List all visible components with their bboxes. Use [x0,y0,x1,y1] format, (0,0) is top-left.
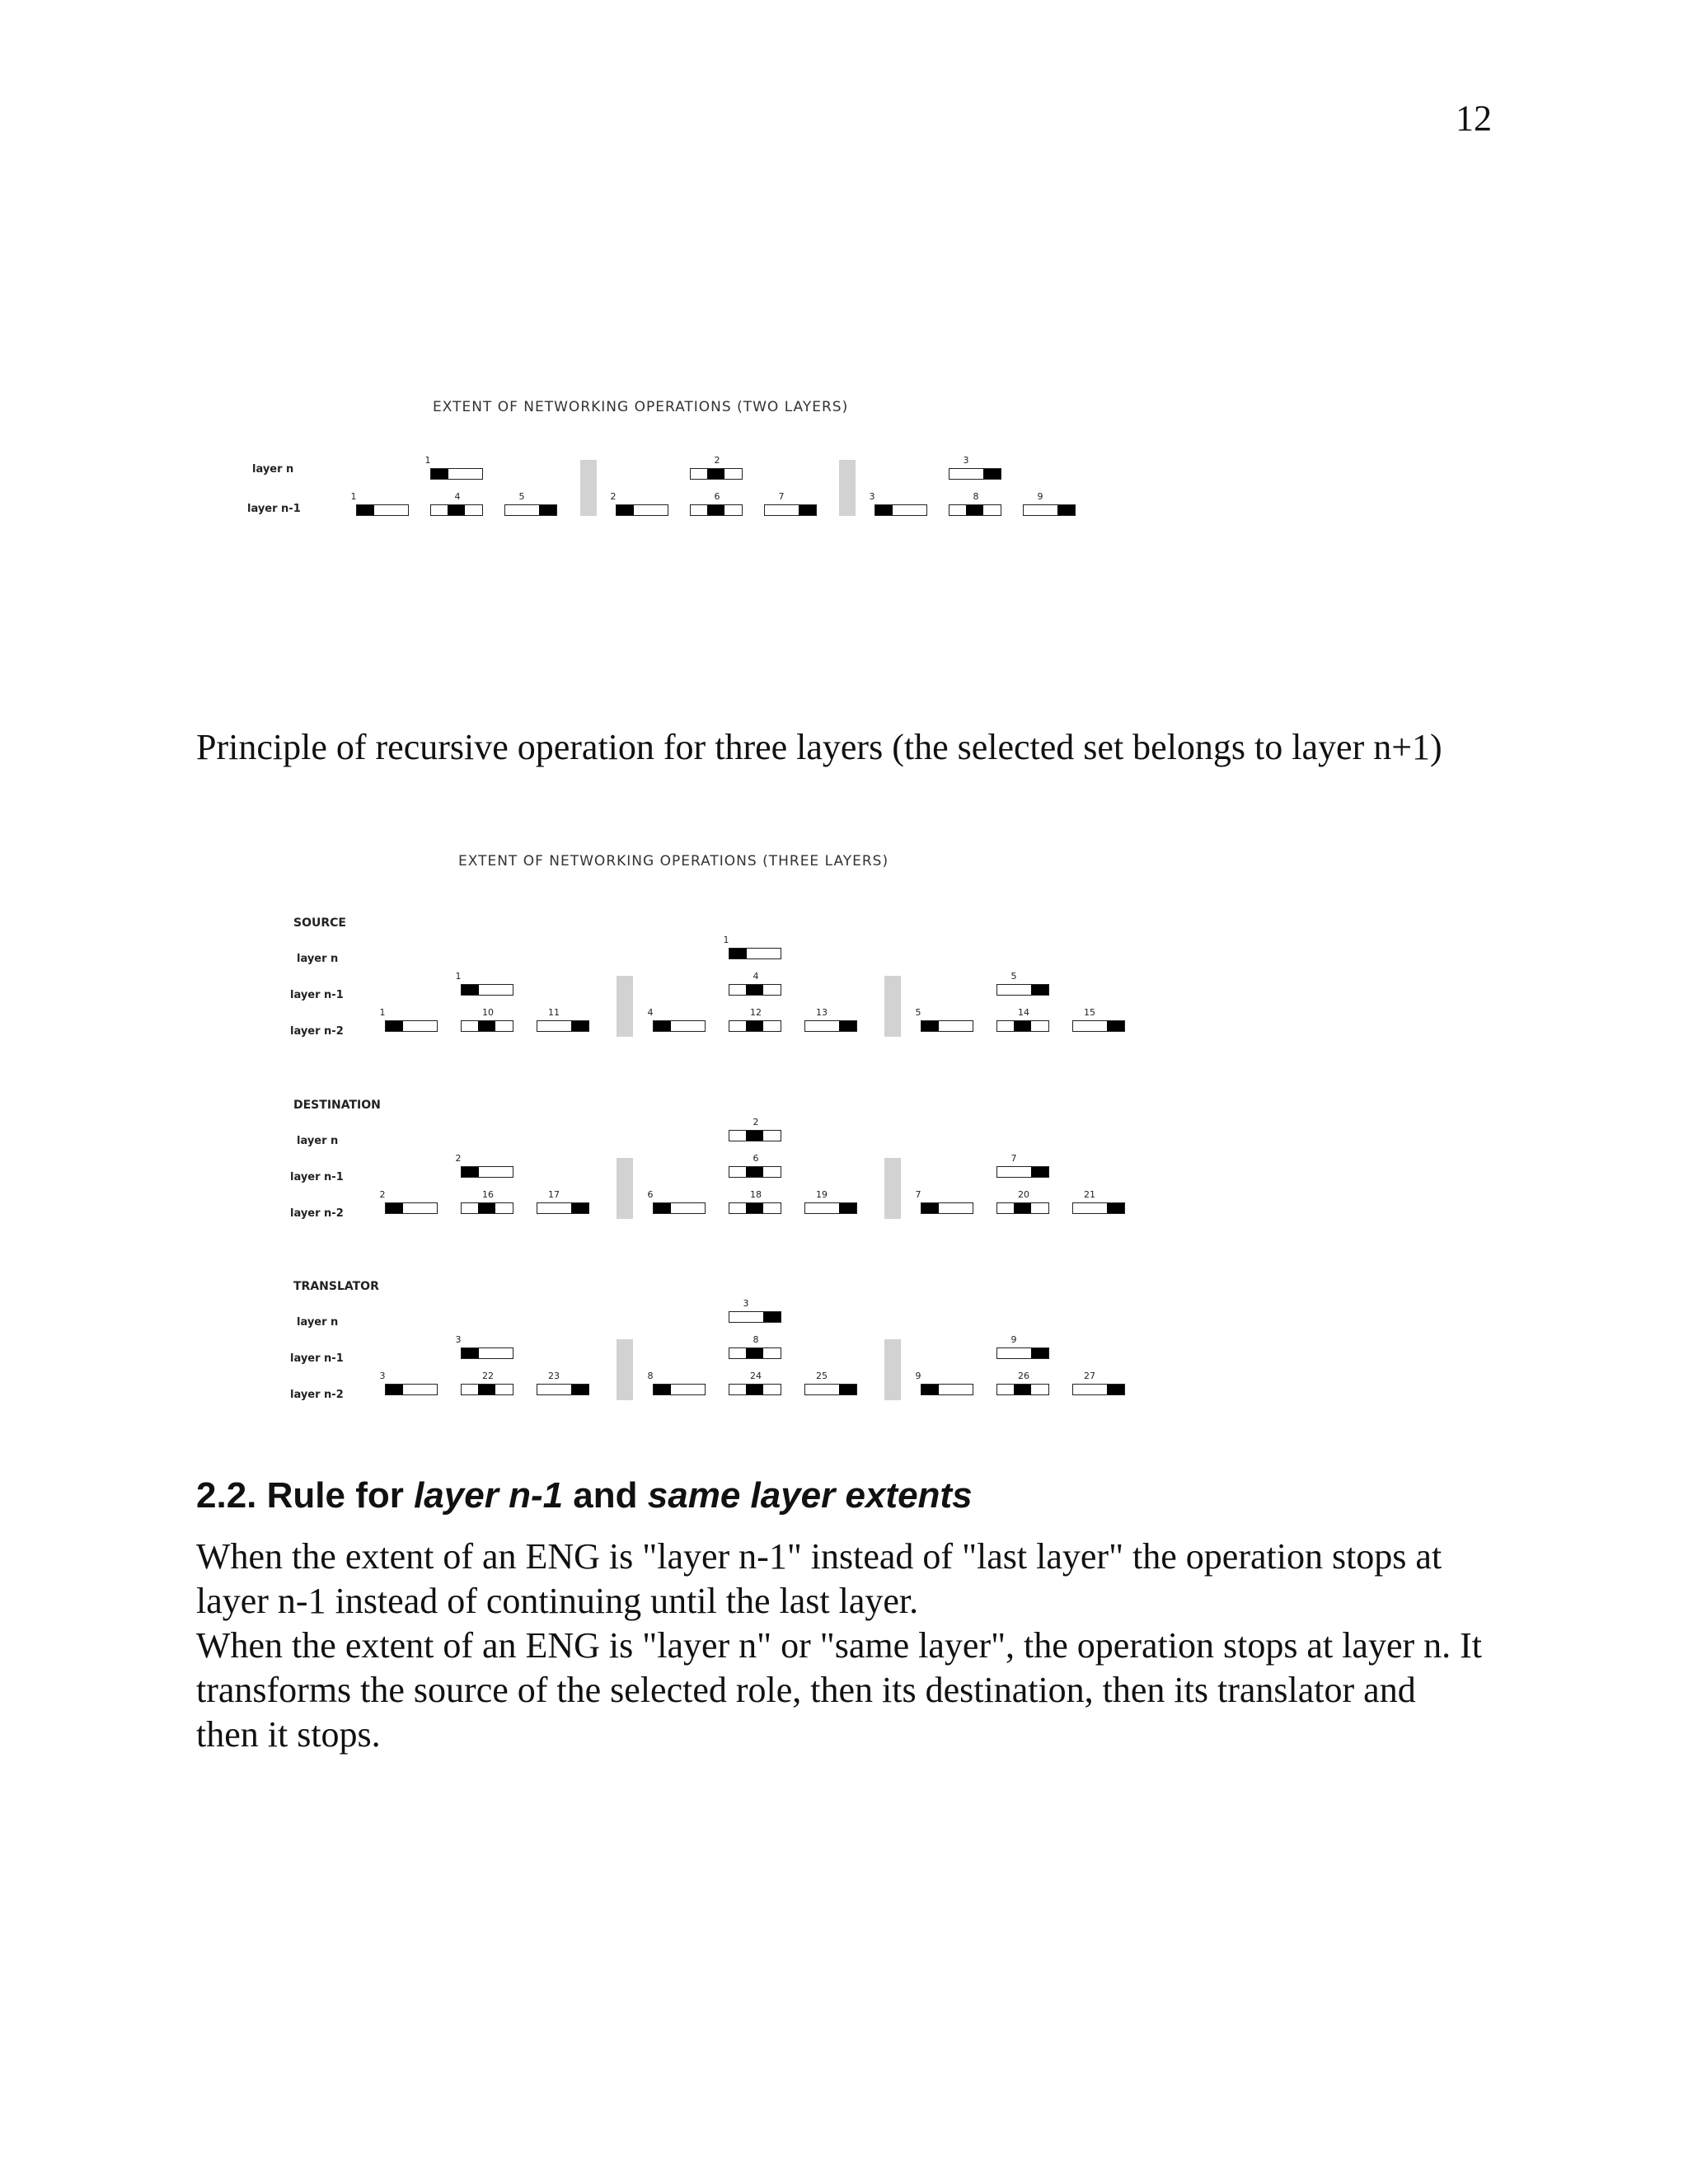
layer-box [455,1334,513,1359]
box-fill-marker [799,505,816,515]
box-number: 5 [1010,971,1017,982]
box-fill-marker [983,469,1001,479]
group-separator [884,1158,901,1219]
box-fill-marker [839,1385,856,1394]
box-number: 5 [915,1007,921,1018]
box-fill-marker [921,1385,939,1394]
layer-box [647,1189,706,1214]
box-fill-marker [654,1021,671,1031]
layer-box [690,491,743,516]
box-fill-marker [357,505,374,515]
layer-box [430,491,483,516]
layer-box [996,1371,1049,1395]
box-number: 23 [548,1371,560,1381]
box-fill-marker [1107,1203,1124,1213]
box-number: 1 [424,455,431,466]
box-fill-marker [729,949,747,958]
group-separator [839,460,856,516]
box-number: 5 [518,491,525,502]
box-number: 9 [1037,491,1043,502]
layer-box [729,1189,781,1214]
box-number: 4 [753,971,759,982]
layer-box [996,1007,1049,1032]
box-fill-marker [462,1348,479,1358]
row-label-layer-n: layer n [297,1316,339,1329]
box-number: 1 [379,1007,386,1018]
group-separator [884,976,901,1037]
layer-box [804,1007,857,1032]
layer-box [379,1007,438,1032]
box-fill-marker [1057,505,1075,515]
layer-box [949,455,1001,480]
row-label-layer-n-2: layer n-2 [290,1389,344,1401]
group-separator [580,460,597,516]
layer-box [915,1371,973,1395]
box-number: 9 [1010,1334,1017,1345]
layer-box [729,1371,781,1395]
box-number: 3 [963,455,969,466]
page-number: 12 [1456,98,1492,138]
layer-box [424,455,483,480]
box-number: 3 [379,1371,386,1381]
box-fill-marker [746,1203,763,1213]
section-heading [196,1475,973,1516]
box-fill-marker [571,1203,588,1213]
layer-box [996,1153,1049,1178]
paragraph-same-layer: When the extent of an ENG is "layer n" or "same layer", the operation stops at layer n. It transforms the source of the selected role, then its destination, then its translator and then it stops. [196,1625,1483,1755]
figure-three-layers [264,837,1179,1413]
box-number: 9 [915,1371,921,1381]
box-fill-marker [431,469,448,479]
box-number: 7 [1010,1153,1017,1164]
layer-box [729,971,781,996]
box-fill-marker [571,1385,588,1394]
figure-title: EXTENT OF NETWORKING OPERATIONS (TWO LAYERS) [433,399,849,415]
row-label-layer-n-1: layer n-1 [290,1352,344,1365]
row-label-layer-n: layer n [297,1135,339,1147]
box-fill-marker [746,1348,763,1358]
box-fill-marker [746,1021,763,1031]
box-number: 15 [1084,1007,1095,1018]
box-fill-marker [539,505,556,515]
box-fill-marker [478,1203,495,1213]
box-fill-marker [386,1021,403,1031]
layer-box [647,1007,706,1032]
box-number: 8 [973,491,979,502]
box-fill-marker [478,1021,495,1031]
box-number: 6 [714,491,720,502]
box-fill-marker [839,1203,856,1213]
box-fill-marker [571,1021,588,1031]
layer-box [869,491,927,516]
group-separator [617,976,633,1037]
section-label-source: SOURCE [293,916,346,930]
box-number: 8 [647,1371,654,1381]
box-fill-marker [478,1385,495,1394]
row-label-layer-n-1: layer n-1 [290,1171,344,1183]
box-number: 2 [379,1189,386,1200]
box-fill-marker [386,1385,403,1394]
layer-box [729,1117,781,1141]
box-number: 24 [750,1371,762,1381]
layer-box [350,491,409,516]
heading-text: Rule for [256,1475,415,1516]
box-fill-marker [746,1385,763,1394]
layer-box [461,1189,513,1214]
row-label-layer-n: layer n [252,463,294,476]
box-fill-marker [1107,1021,1124,1031]
box-number: 25 [816,1371,828,1381]
box-fill-marker [462,985,479,995]
section-label-destination: DESTINATION [293,1099,381,1112]
caption-text: Principle of recursive operation for three layers (the selected set belongs to layer n+1) [196,727,1442,767]
box-number: 8 [753,1334,759,1345]
box-number: 7 [778,491,785,502]
box-number: 6 [647,1189,654,1200]
layer-box [379,1189,438,1214]
layer-box [461,1007,513,1032]
box-fill-marker [839,1021,856,1031]
layer-box [537,1371,589,1395]
box-fill-marker [617,505,634,515]
box-fill-marker [386,1203,403,1213]
row-label-layer-n-2: layer n-2 [290,1025,344,1038]
box-number: 17 [548,1189,560,1200]
layer-box [1072,1371,1125,1395]
layer-box [764,491,817,516]
box-number: 3 [743,1298,749,1309]
box-fill-marker [746,1167,763,1177]
layer-box [915,1189,973,1214]
layer-box [1023,491,1076,516]
group-separator [617,1339,633,1400]
paragraph-layer-n-1: When the extent of an ENG is "layer n-1" instead of "last layer" the operation stops at layer n-1 instead of continuing until the last layer. [196,1536,1442,1621]
box-fill-marker [1031,985,1048,995]
box-number: 20 [1018,1189,1029,1200]
box-fill-marker [654,1203,671,1213]
box-fill-marker [707,469,724,479]
box-number: 21 [1084,1189,1095,1200]
heading-number: 2.2. [196,1475,257,1516]
box-number: 4 [454,491,461,502]
box-fill-marker [746,1131,763,1141]
layer-box [647,1371,706,1395]
box-fill-marker [1031,1348,1048,1358]
box-number: 27 [1084,1371,1095,1381]
box-number: 2 [610,491,617,502]
row-label-layer-n-2: layer n-2 [290,1207,344,1220]
heading-emphasis-same-layer: same layer extents [647,1475,973,1516]
box-fill-marker [1014,1385,1031,1394]
layer-box [996,1189,1049,1214]
box-fill-marker [1031,1167,1048,1177]
box-fill-marker [746,985,763,995]
layer-box [537,1189,589,1214]
layer-box [1072,1189,1125,1214]
layer-box [461,1371,513,1395]
box-number: 12 [750,1007,762,1018]
layer-box [915,1007,973,1032]
box-number: 6 [753,1153,759,1164]
box-number: 26 [1018,1371,1029,1381]
group-separator [884,1339,901,1400]
layer-box [729,1334,781,1359]
row-label-layer-n: layer n [297,953,339,965]
box-number: 1 [350,491,357,502]
layer-box [455,971,513,996]
box-fill-marker [462,1167,479,1177]
layer-box [723,935,781,959]
box-number: 19 [816,1189,828,1200]
layer-box [729,1007,781,1032]
section-label-translator: TRANSLATOR [293,1280,379,1293]
box-fill-marker [763,1312,781,1322]
box-fill-marker [875,505,893,515]
box-number: 2 [455,1153,462,1164]
box-number: 3 [455,1334,462,1345]
box-number: 1 [723,935,729,945]
layer-box [996,971,1049,996]
box-fill-marker [1107,1385,1124,1394]
box-number: 7 [915,1189,921,1200]
box-fill-marker [448,505,465,515]
heading-text: and [563,1475,648,1516]
layer-box [729,1153,781,1178]
box-number: 11 [548,1007,560,1018]
box-number: 14 [1018,1007,1029,1018]
box-number: 13 [816,1007,828,1018]
layer-box [379,1371,438,1395]
box-fill-marker [1014,1203,1031,1213]
group-separator [617,1158,633,1219]
box-fill-marker [966,505,983,515]
row-label-layer-n-1: layer n-1 [290,989,344,1001]
box-number: 4 [647,1007,654,1018]
layer-box [996,1334,1049,1359]
box-fill-marker [707,505,724,515]
row-label-layer-n-1: layer n-1 [247,503,301,515]
box-number: 2 [753,1117,759,1127]
box-fill-marker [921,1203,939,1213]
layer-box [804,1371,857,1395]
layer-box [504,491,557,516]
layer-box [537,1007,589,1032]
layer-box [610,491,668,516]
layer-box [455,1153,513,1178]
layer-box [729,1298,781,1323]
box-fill-marker [654,1385,671,1394]
layer-box [804,1189,857,1214]
box-number: 16 [482,1189,494,1200]
box-fill-marker [921,1021,939,1031]
figure-title: EXTENT OF NETWORKING OPERATIONS (THREE LAYERS) [458,853,889,869]
heading-emphasis-layer-n-1: layer n-1 [414,1475,564,1516]
box-number: 1 [455,971,462,982]
layer-box [1072,1007,1125,1032]
box-number: 2 [714,455,720,466]
box-fill-marker [1014,1021,1031,1031]
layer-box [949,491,1001,516]
box-number: 10 [482,1007,494,1018]
box-number: 22 [482,1371,494,1381]
layer-box [690,455,743,480]
figure-two-layers [231,387,1146,536]
box-number: 18 [750,1189,762,1200]
box-number: 3 [869,491,875,502]
